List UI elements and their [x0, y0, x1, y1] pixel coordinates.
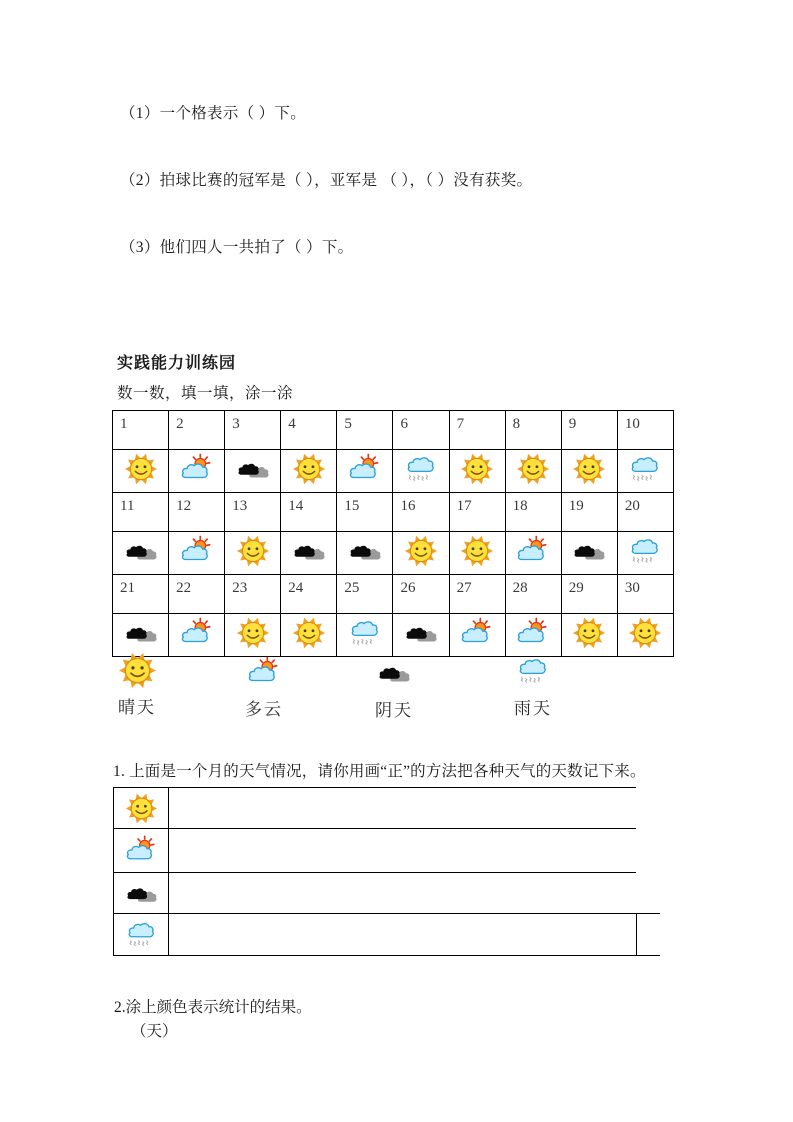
legend-item-overcast	[368, 656, 420, 721]
calendar-day-number: 2	[169, 411, 225, 450]
sunny-icon	[118, 651, 157, 690]
calendar-day-number: 12	[169, 493, 225, 532]
rainy-icon	[114, 914, 169, 955]
cloudy-icon	[247, 655, 281, 689]
calendar-day-number: 22	[169, 575, 225, 614]
calendar-day-number: 9	[561, 411, 617, 450]
calendar-day-number: 7	[449, 411, 505, 450]
tally-table	[113, 787, 636, 956]
sunny-icon	[404, 534, 438, 568]
rainy-icon	[404, 452, 438, 486]
overcast-icon	[572, 534, 606, 568]
calendar-weather-cell	[281, 614, 337, 657]
sunny-icon	[236, 616, 270, 650]
calendar-icon-row	[113, 532, 674, 575]
calendar-day-number: 8	[505, 411, 561, 450]
calendar-day-number: 19	[561, 493, 617, 532]
sunny-icon	[460, 452, 494, 486]
calendar-day-number: 24	[281, 575, 337, 614]
tally-row-sunny	[114, 788, 636, 829]
calendar-day-number: 10	[617, 411, 673, 450]
calendar-day-number: 13	[225, 493, 281, 532]
cloudy-icon	[180, 452, 214, 486]
legend-label-rainy: 雨天	[514, 699, 552, 718]
cloudy-icon	[516, 616, 550, 650]
calendar-weather-cell	[169, 450, 225, 493]
calendar-weather-cell	[393, 614, 449, 657]
cloudy-icon	[114, 829, 169, 872]
legend-item-sunny	[111, 651, 163, 718]
calendar-weather-cell	[113, 532, 169, 575]
calendar-day-number: 26	[393, 575, 449, 614]
calendar-icon-row	[113, 614, 674, 657]
rainy-icon	[125, 918, 158, 951]
intro-question-1: （1）一个格表示（ ）下。	[120, 105, 307, 122]
color-instruction: 2.涂上颜色表示统计的结果。	[114, 999, 312, 1016]
calendar-day-number: 28	[505, 575, 561, 614]
legend-label-overcast: 阴天	[375, 701, 413, 720]
calendar-day-number: 20	[617, 493, 673, 532]
calendar-day-number: 15	[337, 493, 393, 532]
calendar-weather-cell	[169, 532, 225, 575]
calendar-weather-cell	[337, 450, 393, 493]
overcast-icon	[348, 534, 382, 568]
calendar-table	[112, 410, 674, 657]
calendar-weather-cell	[225, 532, 281, 575]
overcast-icon	[114, 873, 169, 913]
calendar-day-number: 5	[337, 411, 393, 450]
calendar-day-number: 27	[449, 575, 505, 614]
calendar-weather-cell	[505, 450, 561, 493]
cloudy-icon	[516, 534, 550, 568]
calendar-weather-cell	[337, 532, 393, 575]
calendar-weather-cell	[617, 532, 673, 575]
calendar-weather-cell	[281, 532, 337, 575]
tally-extra-cell	[636, 913, 660, 956]
sunny-icon	[292, 452, 326, 486]
calendar-weather-cell	[561, 532, 617, 575]
cloudy-icon	[125, 834, 158, 867]
legend-item-cloudy	[238, 655, 290, 720]
calendar-weather-cell	[617, 450, 673, 493]
tally-instruction: 1. 上面是一个月的天气情况，请你用画“正”的方法把各种天气的天数记下来。	[113, 763, 646, 780]
calendar-day-number: 3	[225, 411, 281, 450]
sunny-icon	[572, 616, 606, 650]
calendar-day-number: 29	[561, 575, 617, 614]
calendar-day-number: 1	[113, 411, 169, 450]
calendar-day-number: 21	[113, 575, 169, 614]
calendar-day-number: 25	[337, 575, 393, 614]
calendar-weather-cell	[505, 532, 561, 575]
calendar-weather-cell	[113, 450, 169, 493]
cloudy-icon	[180, 534, 214, 568]
sunny-icon	[516, 452, 550, 486]
calendar-weather-cell	[505, 614, 561, 657]
cloudy-icon	[460, 616, 494, 650]
legend-label-sunny: 晴天	[118, 698, 156, 717]
tally-row-cloudy	[114, 829, 636, 873]
calendar-number-row	[113, 411, 674, 450]
calendar-icon-row	[113, 450, 674, 493]
sunny-icon	[236, 534, 270, 568]
calendar-weather-cell	[561, 614, 617, 657]
sunny-icon	[114, 788, 169, 828]
calendar-weather-cell	[169, 614, 225, 657]
intro-question-3: （3）他们四人一共拍了（ ）下。	[120, 239, 354, 256]
calendar-weather-cell	[393, 532, 449, 575]
overcast-icon	[377, 656, 411, 690]
overcast-icon	[236, 452, 270, 486]
axis-unit-label: （天）	[131, 1023, 178, 1040]
section-subtitle: 数一数，填一填，涂一涂	[117, 385, 294, 402]
overcast-icon	[124, 534, 158, 568]
sunny-icon	[292, 616, 326, 650]
tally-row-overcast	[114, 873, 636, 914]
calendar-weather-cell	[337, 614, 393, 657]
sunny-icon	[124, 452, 158, 486]
tally-row-rainy	[114, 914, 636, 956]
overcast-icon	[404, 616, 438, 650]
calendar-day-number: 17	[449, 493, 505, 532]
rainy-icon	[516, 654, 550, 688]
calendar-weather-cell	[449, 614, 505, 657]
calendar-day-number: 11	[113, 493, 169, 532]
rainy-icon	[348, 616, 382, 650]
calendar-table-body	[113, 411, 674, 657]
sunny-icon	[125, 792, 158, 825]
legend-item-rainy	[507, 654, 559, 719]
cloudy-icon	[348, 452, 382, 486]
calendar-day-number: 30	[617, 575, 673, 614]
tally-value-cell[interactable]	[169, 873, 636, 913]
rainy-icon	[628, 534, 662, 568]
section-title: 实践能力训练园	[117, 355, 237, 372]
calendar-weather-cell	[281, 450, 337, 493]
overcast-icon	[124, 616, 158, 650]
sunny-icon	[628, 616, 662, 650]
calendar-day-number: 4	[281, 411, 337, 450]
overcast-icon	[125, 877, 158, 910]
calendar-day-number: 23	[225, 575, 281, 614]
tally-value-cell[interactable]	[169, 914, 636, 955]
calendar-weather-cell	[225, 450, 281, 493]
calendar-weather-cell	[225, 614, 281, 657]
overcast-icon	[292, 534, 326, 568]
calendar-weather-cell	[561, 450, 617, 493]
tally-value-cell[interactable]	[169, 788, 636, 828]
cloudy-icon	[180, 616, 214, 650]
calendar-weather-cell	[393, 450, 449, 493]
calendar-day-number: 14	[281, 493, 337, 532]
tally-value-cell[interactable]	[169, 829, 636, 872]
calendar-day-number: 6	[393, 411, 449, 450]
calendar-number-row	[113, 575, 674, 614]
rainy-icon	[628, 452, 662, 486]
calendar-weather-cell	[617, 614, 673, 657]
calendar-day-number: 18	[505, 493, 561, 532]
sunny-icon	[572, 452, 606, 486]
legend-label-cloudy: 多云	[245, 700, 283, 719]
calendar-number-row	[113, 493, 674, 532]
sunny-icon	[460, 534, 494, 568]
intro-question-2: （2）拍球比赛的冠军是（ ），亚军是 （ ），（ ）没有获奖。	[120, 172, 533, 189]
calendar-day-number: 16	[393, 493, 449, 532]
calendar-weather-cell	[449, 450, 505, 493]
calendar-weather-cell	[449, 532, 505, 575]
